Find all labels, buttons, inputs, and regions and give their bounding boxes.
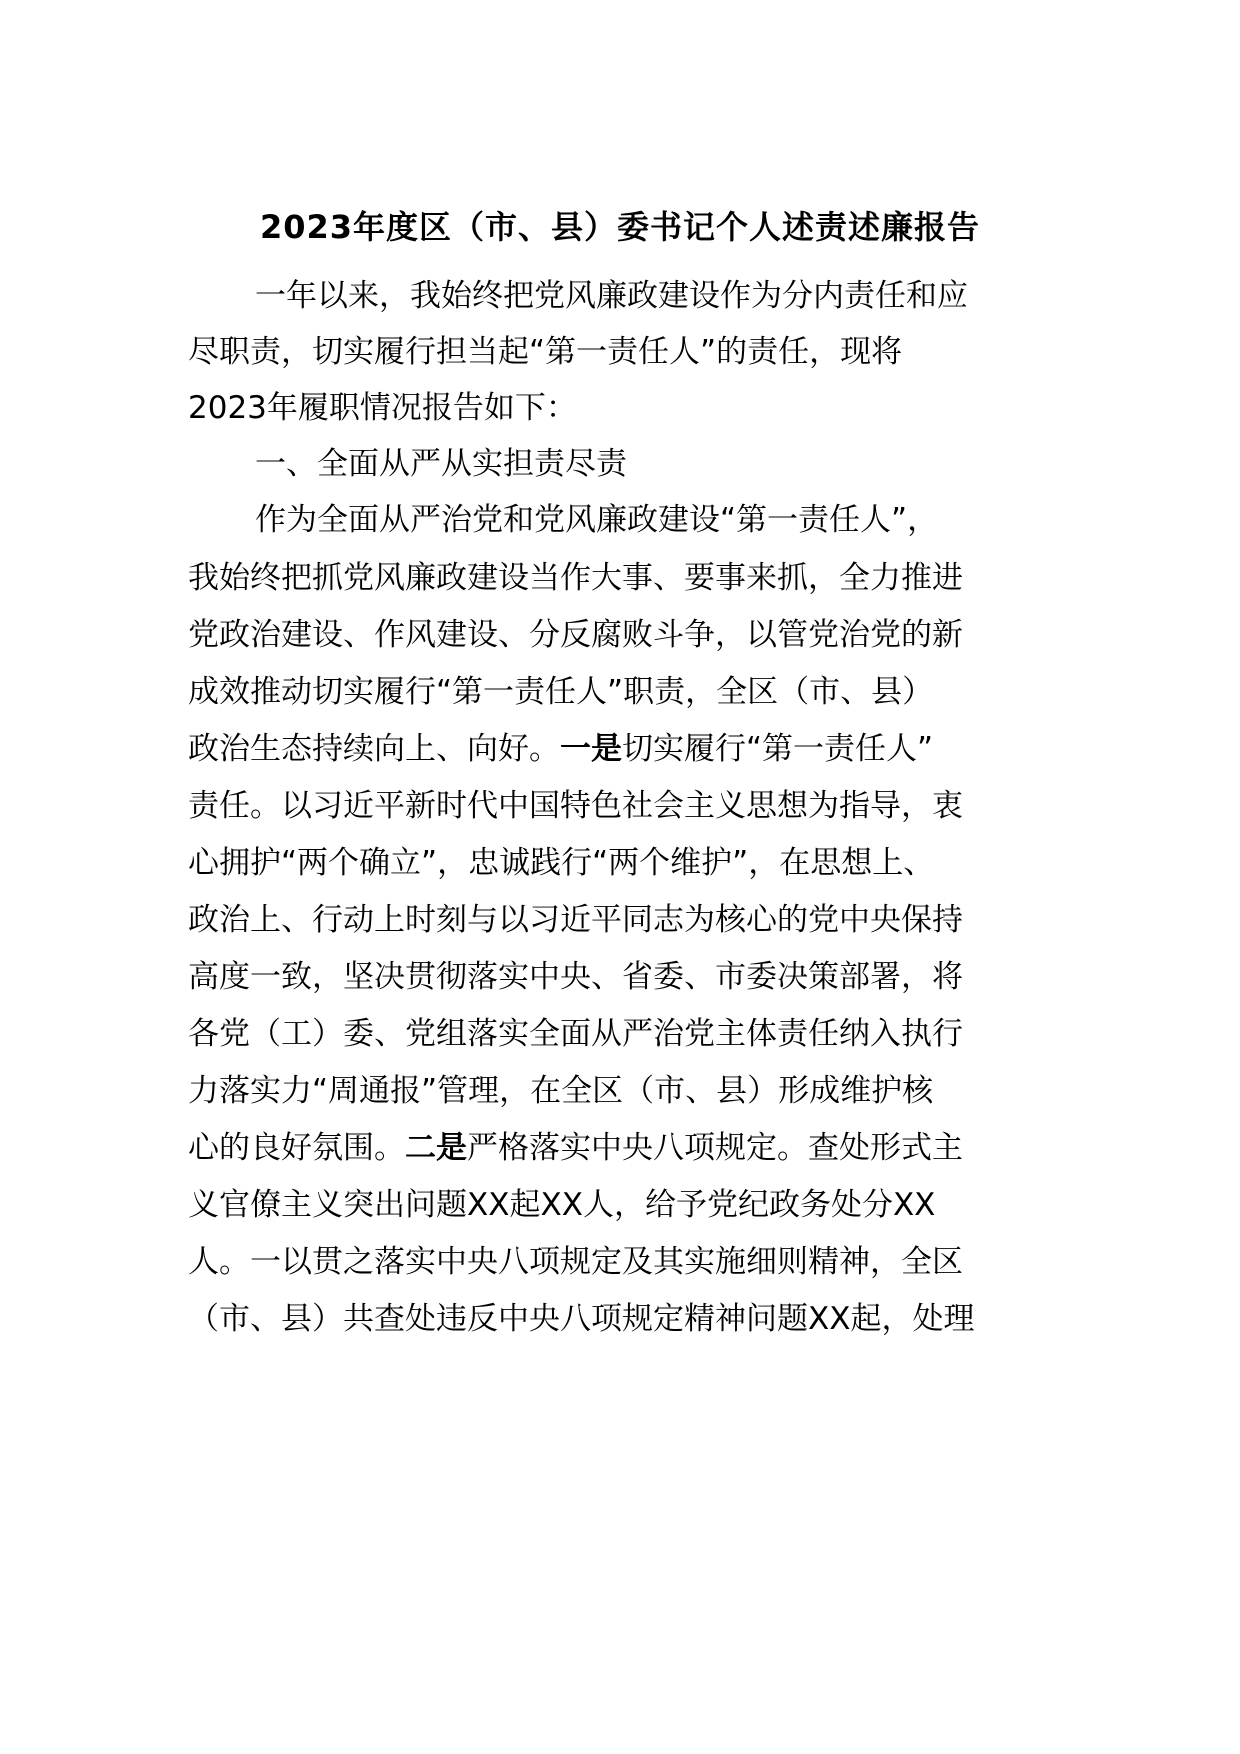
paragraph-line: 责任。以习近平新时代中国特色社会主义思想为指导，衷 <box>188 788 963 824</box>
paragraph-line: 高度一致，坚决贯彻落实中央、省委、市委决策部署，将 <box>188 959 963 995</box>
paragraph-line: 义官僚主义突出问题XX起XX人，给予党纪政务处分XX <box>188 1187 936 1223</box>
paragraph-line: 成效推动切实履行“第一责任人”职责，全区（市、县） <box>188 674 934 710</box>
paragraph-line: 我始终把抓党风廉政建设当作大事、要事来抓，全力推进 <box>188 560 963 596</box>
line-text: 政治生态持续向上、向好。 <box>188 731 560 767</box>
paragraph-line: 尽职责，切实履行担当起“第一责任人”的责任，现将 <box>188 334 903 370</box>
paragraph-line: 党政治建设、作风建设、分反腐败斗争，以管党治党的新 <box>188 617 963 653</box>
paragraph-line: 一年以来，我始终把党风廉政建设作为分内责任和应 <box>255 278 968 314</box>
line-text: 心的良好氛围。 <box>188 1130 405 1166</box>
section-heading: 一、全面从严从实担责尽责 <box>255 446 627 482</box>
paragraph-line: 2023年履职情况报告如下： <box>188 390 577 426</box>
paragraph-line: 政治上、行动上时刻与以习近平同志为核心的党中央保持 <box>188 902 963 938</box>
paragraph-line: 作为全面从严治党和党风廉政建设“第一责任人”， <box>255 502 939 538</box>
paragraph-line: 力落实力“周通报”管理，在全区（市、县）形成维护核 <box>188 1073 934 1109</box>
paragraph-line: （市、县）共查处违反中央八项规定精神问题XX起，处理 <box>188 1301 975 1337</box>
line-text: 严格落实中央八项规定。查处形式主 <box>467 1130 963 1166</box>
line-text: 切实履行“第一责任人” <box>622 731 934 767</box>
paragraph-line <box>188 727 933 771</box>
paragraph-line: 人。一以贯之落实中央八项规定及其实施细则精神，全区 <box>188 1244 963 1280</box>
document-title: 2023年度区（市、县）委书记个人述责述廉报告 <box>259 208 981 246</box>
emphasis-text: 一是 <box>560 731 622 767</box>
emphasis-text: 二是 <box>405 1130 467 1166</box>
paragraph-line <box>188 1126 963 1170</box>
paragraph-line: 心拥护“两个确立”，忠诚践行“两个维护”，在思想上、 <box>188 845 935 881</box>
paragraph-line: 各党（工）委、党组落实全面从严治党主体责任纳入执行 <box>188 1016 963 1052</box>
